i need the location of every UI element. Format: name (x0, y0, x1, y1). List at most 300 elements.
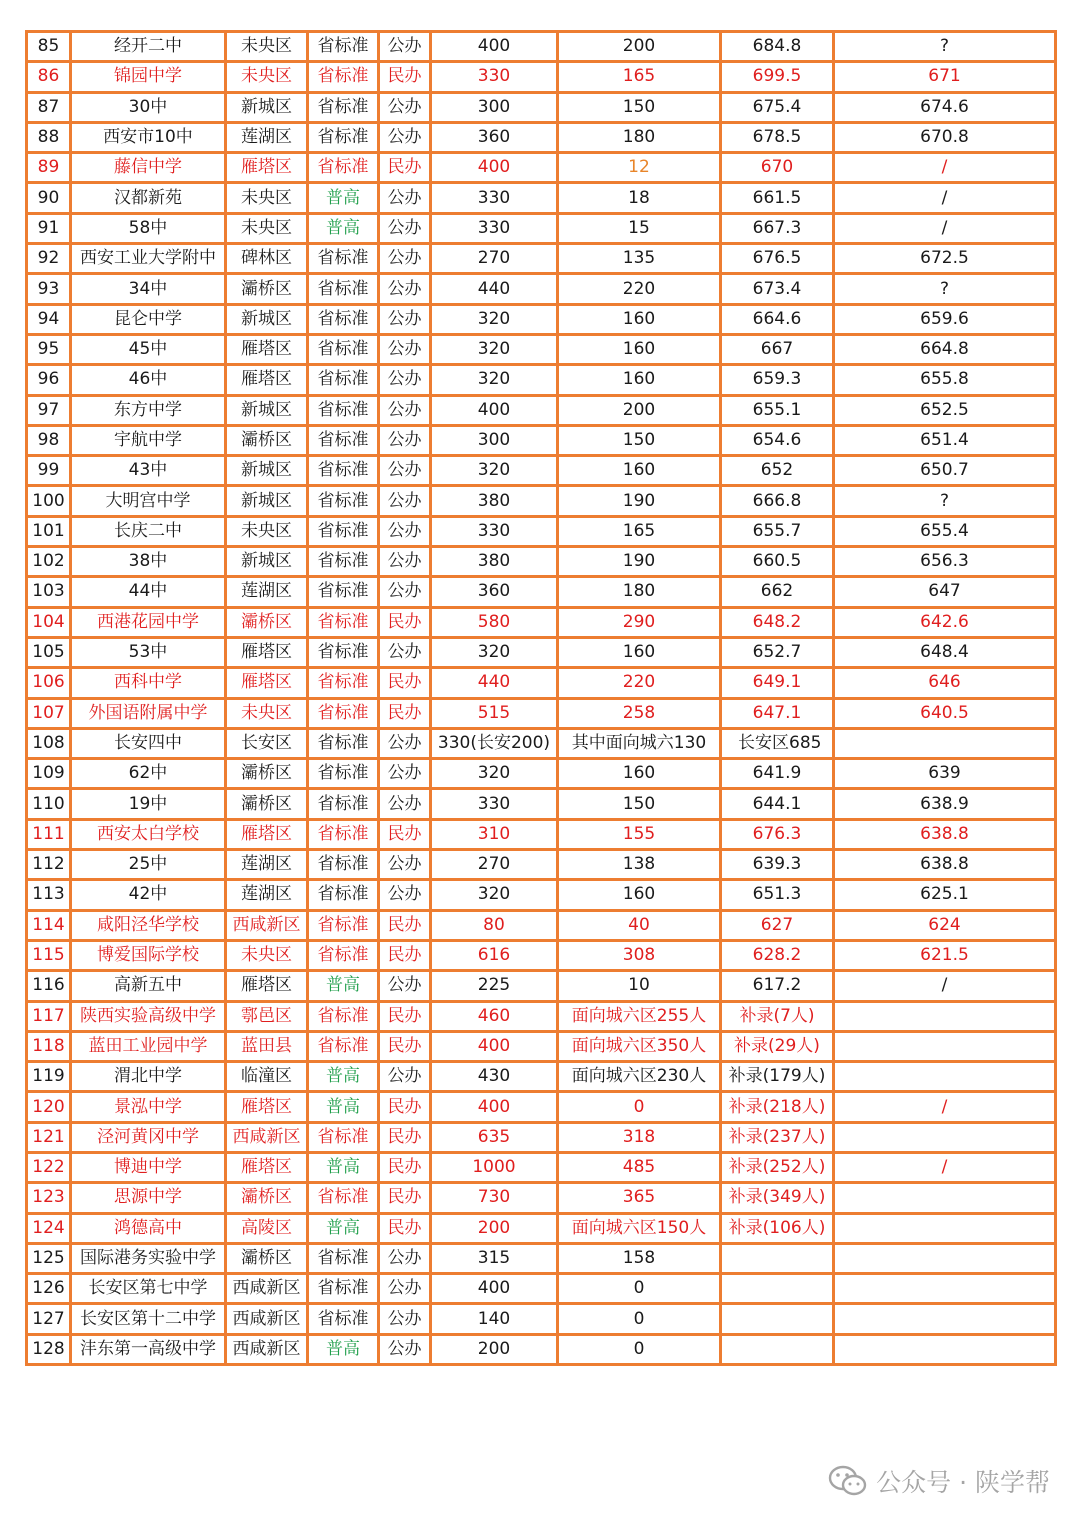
school-level: 省标准 (308, 850, 379, 880)
table-row (27, 819, 1056, 849)
plan-detail: 面向城六区350人 (558, 1031, 721, 1061)
enrollment-plan: 360 (431, 577, 558, 607)
table-row (27, 1092, 1056, 1122)
school-name: 咸阳泾华学校 (71, 910, 226, 940)
district: 鄠邑区 (226, 1001, 308, 1031)
school-name: 25中 (71, 850, 226, 880)
district: 新城区 (226, 547, 308, 577)
plan-detail: 其中面向城六130 (558, 728, 721, 758)
school-name: 外国语附属中学 (71, 698, 226, 728)
school-type: 公办 (379, 486, 431, 516)
enrollment-plan: 330(长安200) (431, 728, 558, 758)
district: 长安区 (226, 728, 308, 758)
school-name: 国际港务实验中学 (71, 1243, 226, 1273)
school-name: 经开二中 (71, 32, 226, 62)
row-number: 88 (27, 122, 71, 152)
school-level: 省标准 (308, 62, 379, 92)
plan-detail: 158 (558, 1243, 721, 1273)
school-name: 泾河黄冈中学 (71, 1122, 226, 1152)
school-type: 公办 (379, 334, 431, 364)
school-name: 62中 (71, 759, 226, 789)
row-number: 94 (27, 304, 71, 334)
table-row (27, 1031, 1056, 1061)
row-number: 112 (27, 850, 71, 880)
plan-detail: 180 (558, 577, 721, 607)
enrollment-plan: 320 (431, 334, 558, 364)
district: 灞桥区 (226, 789, 308, 819)
table-row (27, 668, 1056, 698)
row-number: 118 (27, 1031, 71, 1061)
enrollment-plan: 400 (431, 395, 558, 425)
score-line: 675.4 (721, 92, 834, 122)
school-level: 普高 (308, 1152, 379, 1182)
district: 莲湖区 (226, 122, 308, 152)
school-level: 省标准 (308, 1274, 379, 1304)
school-type: 公办 (379, 395, 431, 425)
row-number: 105 (27, 637, 71, 667)
table-row (27, 1274, 1056, 1304)
wechat-icon (828, 1465, 868, 1497)
row-number: 104 (27, 607, 71, 637)
district: 西咸新区 (226, 1334, 308, 1364)
district: 雁塔区 (226, 334, 308, 364)
plan-detail: 190 (558, 486, 721, 516)
school-level: 省标准 (308, 122, 379, 152)
previous-score: 672.5 (834, 244, 1056, 274)
enrollment-plan: 380 (431, 547, 558, 577)
school-level: 省标准 (308, 1122, 379, 1152)
district: 莲湖区 (226, 577, 308, 607)
row-number: 115 (27, 940, 71, 970)
school-level: 省标准 (308, 153, 379, 183)
school-level: 省标准 (308, 607, 379, 637)
score-line: 670 (721, 153, 834, 183)
district: 未央区 (226, 183, 308, 213)
school-name: 西安工业大学附中 (71, 244, 226, 274)
row-number: 121 (27, 1122, 71, 1152)
district: 西咸新区 (226, 910, 308, 940)
enrollment-plan: 515 (431, 698, 558, 728)
previous-score: 671 (834, 62, 1056, 92)
score-line: 补录(106人) (721, 1213, 834, 1243)
school-type: 公办 (379, 637, 431, 667)
row-number: 95 (27, 334, 71, 364)
table-row (27, 213, 1056, 243)
enrollment-plan: 330 (431, 213, 558, 243)
row-number: 114 (27, 910, 71, 940)
table-row (27, 183, 1056, 213)
row-number: 92 (27, 244, 71, 274)
school-name: 19中 (71, 789, 226, 819)
district: 未央区 (226, 698, 308, 728)
previous-score: 674.6 (834, 92, 1056, 122)
school-level: 省标准 (308, 456, 379, 486)
district: 灞桥区 (226, 607, 308, 637)
previous-score: 651.4 (834, 425, 1056, 455)
enrollment-plan: 320 (431, 456, 558, 486)
table-row (27, 122, 1056, 152)
school-level: 省标准 (308, 759, 379, 789)
previous-score (834, 1334, 1056, 1364)
school-level: 省标准 (308, 1304, 379, 1334)
district: 碑林区 (226, 244, 308, 274)
score-line: 652.7 (721, 637, 834, 667)
school-name: 长安区第七中学 (71, 1274, 226, 1304)
plan-detail: 290 (558, 607, 721, 637)
table-row (27, 486, 1056, 516)
row-number: 110 (27, 789, 71, 819)
school-name: 46中 (71, 365, 226, 395)
table-row (27, 910, 1056, 940)
previous-score: 655.4 (834, 516, 1056, 546)
table-row (27, 334, 1056, 364)
school-type: 民办 (379, 1092, 431, 1122)
score-line: 647.1 (721, 698, 834, 728)
school-level: 省标准 (308, 304, 379, 334)
enrollment-plan: 400 (431, 1031, 558, 1061)
district: 高陵区 (226, 1213, 308, 1243)
score-line: 655.7 (721, 516, 834, 546)
school-type: 公办 (379, 1062, 431, 1092)
row-number: 120 (27, 1092, 71, 1122)
previous-score (834, 1183, 1056, 1213)
table-row (27, 940, 1056, 970)
district: 雁塔区 (226, 365, 308, 395)
previous-score: 664.8 (834, 334, 1056, 364)
plan-detail: 10 (558, 971, 721, 1001)
school-name: 西安太白学校 (71, 819, 226, 849)
school-name: 45中 (71, 334, 226, 364)
school-type: 公办 (379, 971, 431, 1001)
table-row (27, 274, 1056, 304)
row-number: 103 (27, 577, 71, 607)
school-level: 普高 (308, 1213, 379, 1243)
score-line: 660.5 (721, 547, 834, 577)
row-number: 126 (27, 1274, 71, 1304)
score-line: 667.3 (721, 213, 834, 243)
school-type: 公办 (379, 850, 431, 880)
table-row (27, 637, 1056, 667)
school-name: 博爱国际学校 (71, 940, 226, 970)
school-type: 民办 (379, 1001, 431, 1031)
school-level: 省标准 (308, 1031, 379, 1061)
table-row (27, 1213, 1056, 1243)
school-type: 公办 (379, 880, 431, 910)
score-line: 639.3 (721, 850, 834, 880)
school-type: 民办 (379, 819, 431, 849)
score-line (721, 1304, 834, 1334)
admission-table (25, 30, 1057, 1366)
school-type: 民办 (379, 153, 431, 183)
table-row (27, 698, 1056, 728)
school-level: 省标准 (308, 668, 379, 698)
table-row (27, 516, 1056, 546)
previous-score (834, 1001, 1056, 1031)
score-line (721, 1243, 834, 1273)
district: 灞桥区 (226, 1243, 308, 1273)
school-level: 省标准 (308, 1243, 379, 1273)
enrollment-plan: 440 (431, 274, 558, 304)
enrollment-plan: 200 (431, 1334, 558, 1364)
previous-score: 648.4 (834, 637, 1056, 667)
row-number: 90 (27, 183, 71, 213)
score-line: 617.2 (721, 971, 834, 1001)
school-name: 东方中学 (71, 395, 226, 425)
school-level: 省标准 (308, 1001, 379, 1031)
school-level: 普高 (308, 213, 379, 243)
row-number: 99 (27, 456, 71, 486)
school-type: 公办 (379, 1243, 431, 1273)
row-number: 124 (27, 1213, 71, 1243)
school-level: 省标准 (308, 92, 379, 122)
district: 灞桥区 (226, 425, 308, 455)
school-type: 民办 (379, 940, 431, 970)
previous-score: 639 (834, 759, 1056, 789)
school-type: 民办 (379, 1183, 431, 1213)
score-line (721, 1274, 834, 1304)
previous-score: / (834, 1092, 1056, 1122)
plan-detail: 258 (558, 698, 721, 728)
previous-score (834, 1062, 1056, 1092)
plan-detail: 155 (558, 819, 721, 849)
plan-detail: 12 (558, 153, 721, 183)
previous-score: / (834, 213, 1056, 243)
school-level: 省标准 (308, 940, 379, 970)
school-type: 公办 (379, 274, 431, 304)
school-level: 省标准 (308, 486, 379, 516)
school-name: 陕西实验高级中学 (71, 1001, 226, 1031)
row-number: 96 (27, 365, 71, 395)
school-name: 汉都新苑 (71, 183, 226, 213)
school-type: 公办 (379, 365, 431, 395)
table-row (27, 759, 1056, 789)
table-row (27, 607, 1056, 637)
plan-detail: 308 (558, 940, 721, 970)
district: 未央区 (226, 62, 308, 92)
plan-detail: 0 (558, 1304, 721, 1334)
school-name: 长庆二中 (71, 516, 226, 546)
previous-score: 640.5 (834, 698, 1056, 728)
school-type: 公办 (379, 547, 431, 577)
enrollment-plan: 320 (431, 759, 558, 789)
school-name: 大明宫中学 (71, 486, 226, 516)
school-level: 省标准 (308, 425, 379, 455)
previous-score (834, 1274, 1056, 1304)
enrollment-plan: 635 (431, 1122, 558, 1152)
table-row (27, 1304, 1056, 1334)
previous-score: 638.9 (834, 789, 1056, 819)
previous-score: / (834, 183, 1056, 213)
row-number: 102 (27, 547, 71, 577)
score-line: 补录(237人) (721, 1122, 834, 1152)
score-line: 补录(179人) (721, 1062, 834, 1092)
row-number: 89 (27, 153, 71, 183)
school-type: 公办 (379, 456, 431, 486)
school-type: 公办 (379, 1304, 431, 1334)
previous-score: 624 (834, 910, 1056, 940)
previous-score (834, 1122, 1056, 1152)
school-type: 民办 (379, 607, 431, 637)
plan-detail: 面向城六区230人 (558, 1062, 721, 1092)
school-level: 省标准 (308, 637, 379, 667)
school-type: 公办 (379, 789, 431, 819)
school-type: 公办 (379, 122, 431, 152)
table-row (27, 789, 1056, 819)
table-row (27, 395, 1056, 425)
table-row (27, 1183, 1056, 1213)
school-type: 公办 (379, 577, 431, 607)
row-number: 123 (27, 1183, 71, 1213)
school-type: 公办 (379, 728, 431, 758)
plan-detail: 0 (558, 1092, 721, 1122)
school-level: 省标准 (308, 334, 379, 364)
table-row (27, 92, 1056, 122)
table-row (27, 1152, 1056, 1182)
score-line: 667 (721, 334, 834, 364)
plan-detail: 160 (558, 334, 721, 364)
district: 莲湖区 (226, 880, 308, 910)
school-name: 渭北中学 (71, 1062, 226, 1092)
previous-score: ? (834, 486, 1056, 516)
score-line: 678.5 (721, 122, 834, 152)
plan-detail: 165 (558, 62, 721, 92)
school-name: 34中 (71, 274, 226, 304)
row-number: 97 (27, 395, 71, 425)
previous-score: 670.8 (834, 122, 1056, 152)
school-level: 省标准 (308, 910, 379, 940)
enrollment-plan: 80 (431, 910, 558, 940)
previous-score: 647 (834, 577, 1056, 607)
plan-detail: 200 (558, 32, 721, 62)
row-number: 122 (27, 1152, 71, 1182)
school-level: 省标准 (308, 880, 379, 910)
school-name: 蓝田工业园中学 (71, 1031, 226, 1061)
table-row (27, 850, 1056, 880)
enrollment-plan: 140 (431, 1304, 558, 1334)
plan-detail: 18 (558, 183, 721, 213)
enrollment-plan: 320 (431, 880, 558, 910)
enrollment-plan: 200 (431, 1213, 558, 1243)
plan-detail: 190 (558, 547, 721, 577)
district: 新城区 (226, 456, 308, 486)
score-line: 644.1 (721, 789, 834, 819)
score-line: 补录(29人) (721, 1031, 834, 1061)
score-line: 661.5 (721, 183, 834, 213)
previous-score: 650.7 (834, 456, 1056, 486)
school-name: 西科中学 (71, 668, 226, 698)
district: 新城区 (226, 304, 308, 334)
school-level: 省标准 (308, 1183, 379, 1213)
table-row (27, 32, 1056, 62)
school-name: 53中 (71, 637, 226, 667)
district: 雁塔区 (226, 819, 308, 849)
score-line: 664.6 (721, 304, 834, 334)
enrollment-plan: 315 (431, 1243, 558, 1273)
school-type: 民办 (379, 1031, 431, 1061)
enrollment-plan: 460 (431, 1001, 558, 1031)
district: 灞桥区 (226, 759, 308, 789)
enrollment-plan: 300 (431, 425, 558, 455)
school-type: 公办 (379, 92, 431, 122)
plan-detail: 40 (558, 910, 721, 940)
plan-detail: 160 (558, 637, 721, 667)
district: 西咸新区 (226, 1304, 308, 1334)
table-row (27, 547, 1056, 577)
row-number: 86 (27, 62, 71, 92)
plan-detail: 面向城六区150人 (558, 1213, 721, 1243)
enrollment-plan: 580 (431, 607, 558, 637)
plan-detail: 面向城六区255人 (558, 1001, 721, 1031)
school-name: 长安区第十二中学 (71, 1304, 226, 1334)
school-name: 长安四中 (71, 728, 226, 758)
school-name: 锦园中学 (71, 62, 226, 92)
school-level: 省标准 (308, 819, 379, 849)
plan-detail: 485 (558, 1152, 721, 1182)
school-level: 普高 (308, 971, 379, 1001)
row-number: 125 (27, 1243, 71, 1273)
school-type: 民办 (379, 1122, 431, 1152)
school-level: 普高 (308, 183, 379, 213)
school-type: 民办 (379, 1213, 431, 1243)
previous-score: 638.8 (834, 819, 1056, 849)
district: 雁塔区 (226, 637, 308, 667)
enrollment-plan: 440 (431, 668, 558, 698)
school-name: 58中 (71, 213, 226, 243)
score-line: 补录(218人) (721, 1092, 834, 1122)
district: 蓝田县 (226, 1031, 308, 1061)
school-level: 省标准 (308, 547, 379, 577)
score-line: 676.5 (721, 244, 834, 274)
district: 新城区 (226, 92, 308, 122)
previous-score: ? (834, 32, 1056, 62)
previous-score (834, 1243, 1056, 1273)
district: 莲湖区 (226, 850, 308, 880)
previous-score: 642.6 (834, 607, 1056, 637)
previous-score: 652.5 (834, 395, 1056, 425)
school-name: 38中 (71, 547, 226, 577)
score-line: 627 (721, 910, 834, 940)
district: 西咸新区 (226, 1274, 308, 1304)
table-row (27, 456, 1056, 486)
previous-score (834, 1031, 1056, 1061)
enrollment-plan: 380 (431, 486, 558, 516)
row-number: 106 (27, 668, 71, 698)
school-name: 昆仑中学 (71, 304, 226, 334)
row-number: 93 (27, 274, 71, 304)
enrollment-plan: 330 (431, 62, 558, 92)
school-level: 省标准 (308, 32, 379, 62)
plan-detail: 160 (558, 365, 721, 395)
district: 未央区 (226, 516, 308, 546)
score-line: 659.3 (721, 365, 834, 395)
row-number: 128 (27, 1334, 71, 1364)
plan-detail: 160 (558, 456, 721, 486)
score-line: 补录(7人) (721, 1001, 834, 1031)
watermark (828, 1463, 1050, 1499)
enrollment-plan: 270 (431, 244, 558, 274)
district: 新城区 (226, 395, 308, 425)
table-row (27, 577, 1056, 607)
enrollment-plan: 225 (431, 971, 558, 1001)
school-name: 42中 (71, 880, 226, 910)
enrollment-plan: 400 (431, 1274, 558, 1304)
row-number: 85 (27, 32, 71, 62)
previous-score: 646 (834, 668, 1056, 698)
previous-score: 625.1 (834, 880, 1056, 910)
school-level: 省标准 (308, 789, 379, 819)
score-line: 662 (721, 577, 834, 607)
table-row (27, 1334, 1056, 1364)
